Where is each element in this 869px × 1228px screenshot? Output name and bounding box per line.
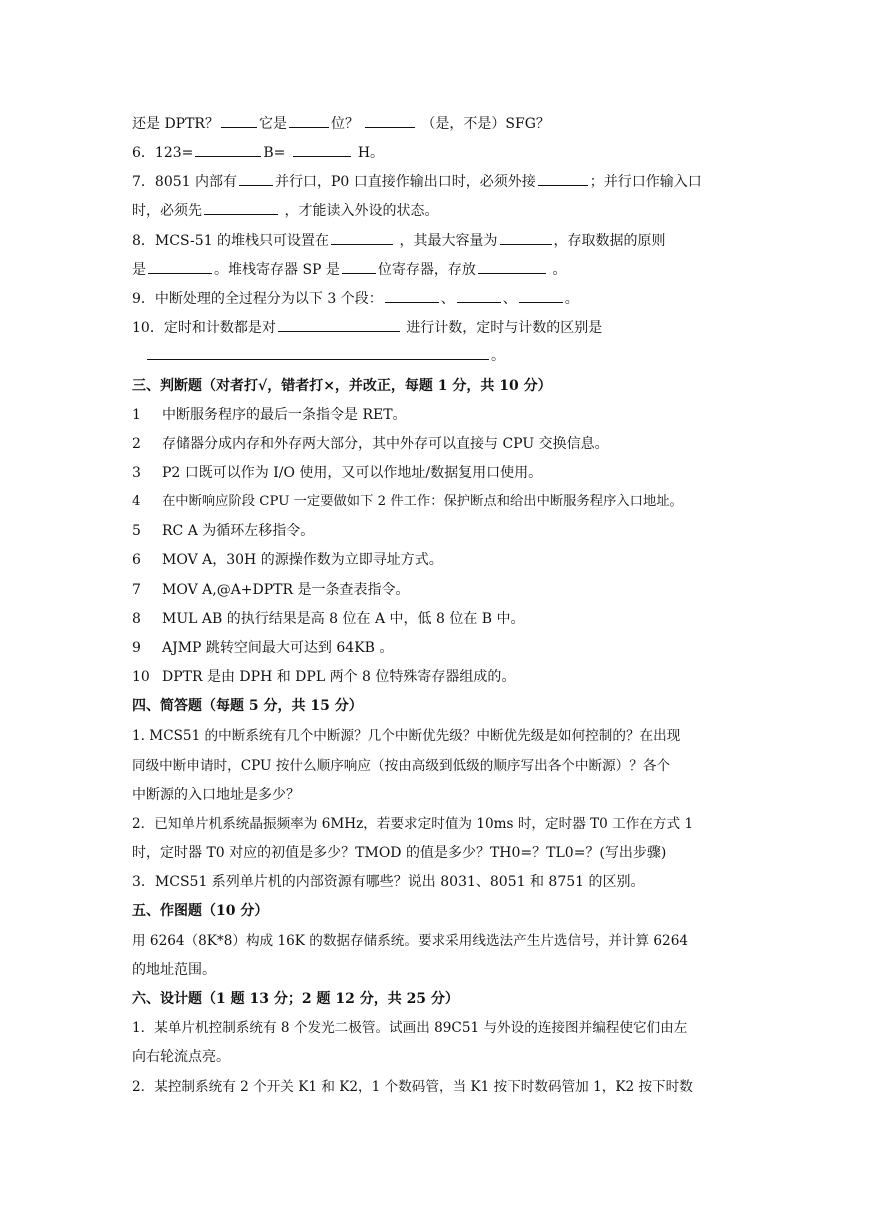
- section-title-drawing: 五、作图题（10 分）: [132, 903, 269, 919]
- text: （是，不是）SFG？: [416, 116, 550, 132]
- fill-line-5: [132, 231, 742, 251]
- answer-blank: [293, 143, 351, 157]
- text: H。: [353, 145, 385, 161]
- item-number: 5: [132, 523, 141, 539]
- paragraph-line: 的地址范围。: [132, 962, 216, 978]
- answer-blank: [342, 260, 376, 274]
- text: 10．定时和计数都是对: [132, 320, 276, 336]
- answer-blank: [278, 318, 400, 332]
- text: ，存取数据的原则: [553, 233, 666, 249]
- text: 还是 DPTR？: [132, 116, 219, 132]
- answer-blank: [519, 289, 563, 303]
- paragraph-line: 同级中断申请时，CPU 按什么顺序响应（按由高级到低级的顺序写出各个中断源）？各个: [132, 758, 671, 774]
- list-item: [132, 492, 742, 512]
- answer-blank: [195, 143, 261, 157]
- item-text: MUL AB 的执行结果是高 8 位在 A 中，低 8 位在 B 中。: [162, 611, 525, 627]
- answer-blank: [457, 289, 501, 303]
- text: B=: [263, 145, 286, 161]
- paragraph-line: 时，定时器 T0 对应的初值是多少？TMOD 的值是多少？TH0=？TL0=？(写出步骤): [132, 845, 667, 861]
- text: 7．8051 内部有: [132, 174, 237, 190]
- item-number: 6: [132, 552, 141, 568]
- text: 8．MCS-51 的堆栈只可设置在: [132, 233, 330, 249]
- list-item: [132, 580, 742, 600]
- answer-blank: [538, 172, 588, 186]
- item-text: 中断服务程序的最后一条指令是 RET。: [162, 407, 407, 423]
- list-item: [132, 434, 742, 454]
- item-text: 在中断响应阶段 CPU 一定要做如下 2 件工作：保护断点和给出中断服务程序入口地址。: [162, 494, 683, 509]
- item-text: RC A 为循环左移指令。: [162, 523, 315, 539]
- text: 是: [132, 262, 146, 278]
- answer-blank: [331, 231, 393, 245]
- text: ；并行口作输入口: [589, 174, 702, 190]
- text: 并行口，P0 口直接作输出口时，必须外接: [275, 174, 536, 190]
- fill-line-2: [132, 143, 742, 163]
- text: 、: [502, 291, 517, 307]
- list-item: [132, 667, 742, 687]
- text: 。: [491, 348, 505, 364]
- text: 位？: [330, 116, 359, 132]
- paragraph-line: 2．某控制系统有 2 个开关 K1 和 K2，1 个数码管，当 K1 按下时数码管加 1，K2 按下时数: [132, 1079, 693, 1095]
- fill-line-3: [132, 172, 742, 192]
- text: ，才能读入外设的状态。: [280, 203, 439, 219]
- item-number: 4: [132, 494, 141, 509]
- fill-line-8: [132, 318, 742, 338]
- answer-blank: [204, 201, 278, 215]
- item-text: DPTR 是由 DPH 和 DPL 两个 8 位特殊寄存器组成的。: [162, 669, 516, 685]
- item-text: MOV A，30H 的源操作数为立即寻址方式。: [162, 552, 443, 568]
- list-item: [132, 463, 742, 483]
- text: 。堆栈寄存器 SP 是: [214, 262, 340, 278]
- list-item: [132, 405, 742, 425]
- section-title-short-answer: 四、简答题（每题 5 分，共 15 分）: [132, 698, 363, 714]
- paragraph-line: 用 6264（8K*8）构成 16K 的数据存储系统。要求采用线选法产生片选信号，并计算 6264: [132, 933, 688, 949]
- item-number: 10: [132, 669, 150, 685]
- section-title-judgement: 三、判断题（对者打√，错者打×，并改正，每题 1 分，共 10 分）: [132, 378, 552, 394]
- item-text: 存储器分成内存和外存两大部分，其中外存可以直接与 CPU 交换信息。: [162, 436, 609, 452]
- fill-line-4: [132, 201, 742, 221]
- item-text: P2 口既可以作为 I/O 使用，又可以作地址/数据复用口使用。: [162, 465, 543, 481]
- answer-blank: [385, 289, 439, 303]
- paragraph-line: 向右轮流点亮。: [132, 1049, 230, 1065]
- text: 9．中断处理的全过程分为以下 3 个段：: [132, 291, 383, 307]
- answer-blank: [239, 172, 273, 186]
- item-number: 1: [132, 407, 141, 423]
- item-number: 7: [132, 582, 141, 598]
- paragraph-line: 3．MCS51 系列单片机的内部资源有哪些？说出 8031、8051 和 8751 的区别。: [132, 874, 645, 890]
- item-number: 2: [132, 436, 141, 452]
- text: 位寄存器，存放: [377, 262, 476, 278]
- section-title-design: 六、设计题（1 题 13 分；2 题 12 分，共 25 分）: [132, 991, 459, 1007]
- item-number: 3: [132, 465, 141, 481]
- answer-blank: [500, 231, 552, 245]
- item-text: MOV A,@A+DPTR 是一条查表指令。: [162, 582, 410, 598]
- item-text: AJMP 跳转空间最大可达到 64KB 。: [162, 640, 394, 656]
- paragraph-line: 1．某单片机控制系统有 8 个发光二极管。试画出 89C51 与外设的连接图并编程使它们由左: [132, 1020, 688, 1036]
- answer-blank: [365, 114, 415, 128]
- paragraph-line: 1. MCS51 的中断系统有几个中断源？几个中断优先级？中断优先级是如何控制的？在出现: [132, 728, 681, 744]
- item-number: 9: [132, 640, 141, 656]
- answer-blank: [148, 260, 212, 274]
- text: 它是: [258, 116, 287, 132]
- list-item: [132, 638, 742, 658]
- text: 、: [440, 291, 455, 307]
- paragraph-line: 2．已知单片机系统晶振频率为 6MHz，若要求定时值为 10ms 时，定时器 T0 工作在方式 1: [132, 816, 694, 832]
- text: 。: [547, 262, 567, 278]
- fill-line-7: [132, 289, 742, 309]
- item-number: 8: [132, 611, 141, 627]
- text: 进行计数，定时与计数的区别是: [401, 320, 603, 336]
- fill-line-9: [147, 346, 757, 366]
- text: 。: [564, 291, 579, 307]
- fill-line-1: [132, 114, 742, 134]
- text: ，其最大容量为: [395, 233, 498, 249]
- answer-blank: [478, 260, 546, 274]
- list-item: [132, 609, 742, 629]
- text: 时，必须先: [132, 203, 202, 219]
- answer-blank: [289, 114, 329, 128]
- answer-blank: [147, 346, 489, 360]
- paragraph-line: 中断源的入口地址是多少？: [132, 787, 300, 803]
- answer-blank: [221, 114, 257, 128]
- list-item: [132, 521, 742, 541]
- list-item: [132, 550, 742, 570]
- fill-line-6: [132, 260, 742, 280]
- text: 6．123=: [132, 145, 194, 161]
